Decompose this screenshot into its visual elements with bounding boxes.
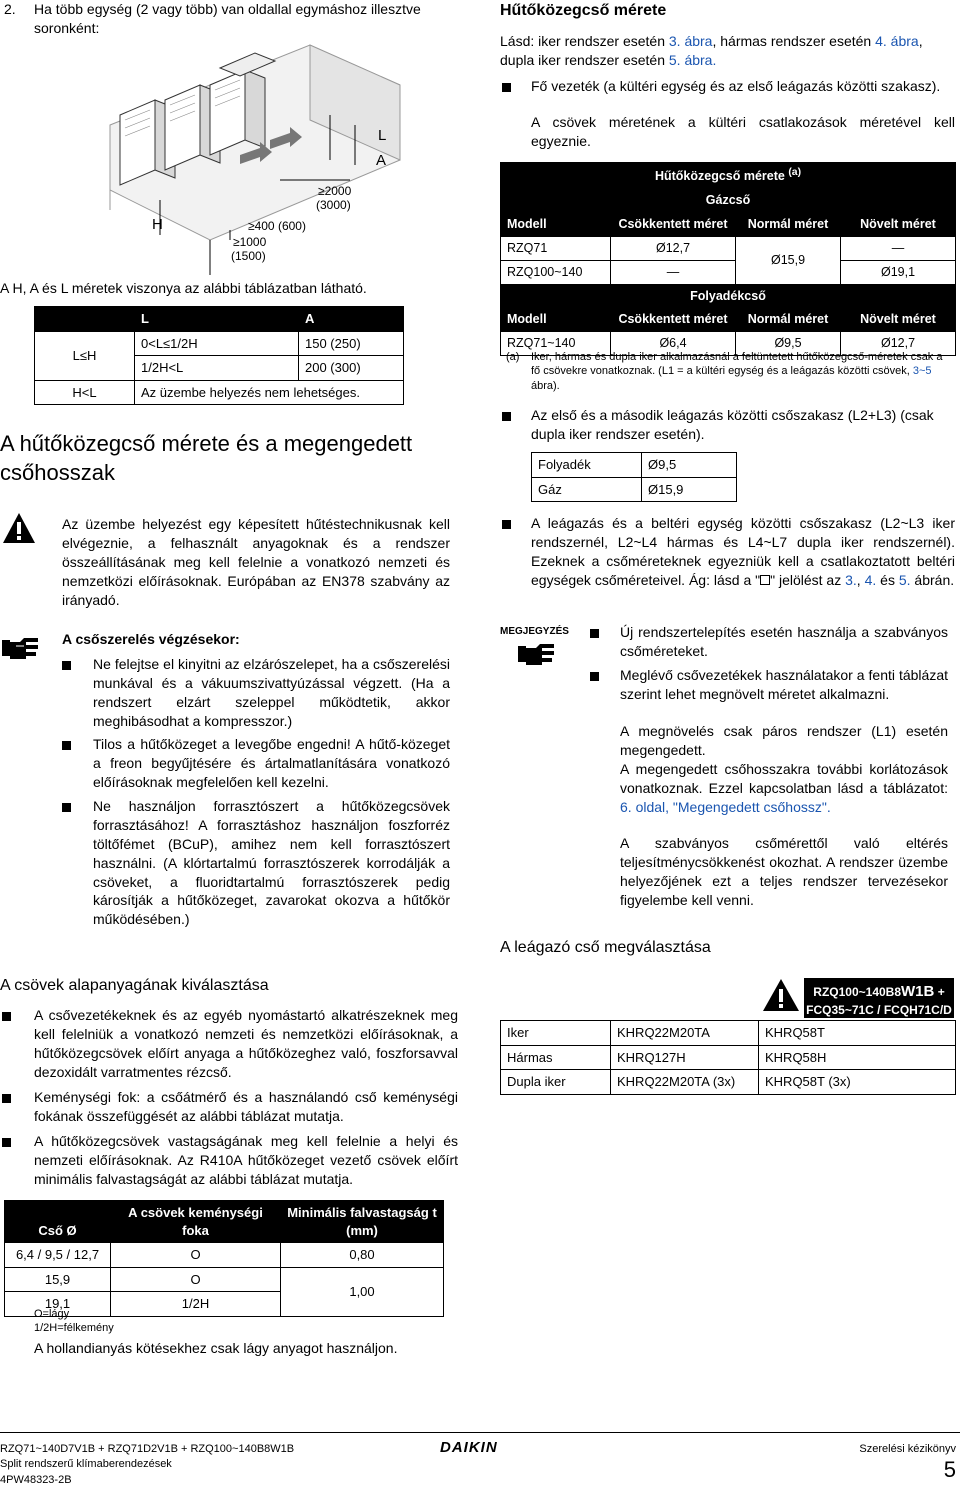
- branch-text: ,: [856, 571, 865, 588]
- footnote-text: ábra).: [531, 379, 560, 392]
- bullet: [590, 672, 599, 681]
- figure-4-link[interactable]: 4.: [864, 571, 877, 588]
- branch-indoor-text: [531, 514, 955, 590]
- model-box-line2: FCQ35~71C / FCQH71C/D: [806, 1003, 952, 1018]
- size-col-header: Modell: [501, 212, 611, 236]
- model-text: +: [934, 985, 945, 999]
- material-item: A csővezetékeknek és az egyéb nyomástartó alkatrészeknek meg kell felelniük a vonatkozó nemzeti és nemzetközi előírásoknak, a hűtőközegcsövek előírt anyaga a hűtőközeghez való, foszforsavval dezoxidált varratmentes rézcső.: [34, 1007, 458, 1080]
- see-figures: [500, 32, 955, 70]
- branch-kit-cell: KHRQ58T: [759, 1021, 956, 1046]
- size-footnote: [531, 350, 951, 393]
- dims-cell: Az üzembe helyezés nem lehetséges.: [135, 380, 404, 405]
- branch-marker-icon: [760, 575, 770, 585]
- footnote-marker: (a): [788, 167, 802, 178]
- see-text: , dupla iker rendszer esetén: [500, 33, 923, 68]
- brazing-item: Tilos a hűtőközeget a levegőbe engedni! A hűtő-közeget a freon begyűjtésére és ártalmatlanítására vonatkozó előírásoknak megfelelően kell kezelni.: [93, 736, 450, 790]
- footer-manual: Szerelési kézikönyv: [859, 1443, 956, 1455]
- branch-kit-cell: KHRQ127H: [611, 1045, 759, 1070]
- branch-kit-cell: KHRQ22M20TA (3x): [611, 1070, 759, 1095]
- brazing-item: Ne felejtse el kinyitni az elzárószelepet, ha a csőszerelési munkával és a vákuumszivattyúzással végzett. (Ha a rendszert elzárt szeleppel működtetik, akkor meghibásodhat a kompresszor.): [93, 656, 450, 729]
- wall-thickness-table: [4, 1200, 444, 1317]
- wall-cell: 1/2H: [111, 1292, 281, 1317]
- size-title: Hűtőközegcső mérete: [500, 2, 667, 19]
- page-number: 5: [943, 1457, 956, 1482]
- branch-kit-cell: KHRQ58H: [759, 1045, 956, 1070]
- size-cell: RZQ100~140: [501, 260, 611, 284]
- section-title: A hűtőközegcső mérete és a megengedett csőhosszak: [0, 431, 413, 485]
- wall-header: Cső Ø: [5, 1201, 111, 1243]
- note-item: Új rendszertelepítés esetén használja a szabványos csőméreteket.: [620, 624, 948, 659]
- gas-header: Gázcső: [501, 189, 956, 213]
- footer-doc-code: 4PW48323-2B: [0, 1473, 72, 1485]
- note-item: A szabványos csőmérettől való eltérés teljesítménycsökkenést okozhat. A rendszer üzembe helyezőjének ezt a teljes rendszer tervezésekor figyelembe kell venni.: [620, 835, 948, 908]
- bullet: [62, 661, 71, 670]
- branch12-cell: Folyadék: [532, 453, 642, 478]
- warning-icon: [762, 978, 800, 1012]
- wall-cell: 19,1: [5, 1292, 111, 1317]
- wall-legend: 1/2H=félkemény: [34, 1322, 114, 1334]
- bullet: [590, 629, 599, 638]
- wall-cell: 1,00: [281, 1267, 444, 1316]
- branch-text: és: [876, 571, 899, 588]
- wall-header: Minimális falvastagság t (mm): [281, 1201, 444, 1243]
- warning-icon: [2, 512, 36, 544]
- dim-1000: ≥1000: [233, 235, 267, 249]
- footer-rule: [0, 1432, 960, 1433]
- branch12-cell: Ø15,9: [642, 477, 737, 502]
- size-cell: Ø6,4: [611, 332, 736, 356]
- size-cell: —: [841, 236, 956, 260]
- dims-row-label: L≤H: [35, 331, 135, 380]
- note-text: A megengedett csőhosszakra további korlátozások vonatkoznak. Ezzel kapcsolatban lásd a táblázatot:: [620, 761, 948, 796]
- branch-kit-cell: KHRQ22M20TA: [611, 1021, 759, 1046]
- footnote-label: (a): [506, 351, 520, 363]
- dim-400: ≥400 (600): [248, 219, 306, 233]
- dims-header-empty: [35, 307, 135, 332]
- dims-cell: 1/2H<L: [135, 356, 299, 381]
- size-cell: Ø12,7: [611, 236, 736, 260]
- bullet: [62, 741, 71, 750]
- size-table-title-text: Hűtőközegcső mérete: [654, 169, 785, 184]
- diagram-label-a: A: [376, 152, 387, 169]
- pipe-size-table: [500, 162, 956, 356]
- note-item: [620, 760, 948, 817]
- size-col-header: Modell: [501, 308, 611, 332]
- bullet: [502, 83, 511, 92]
- figure-4-link[interactable]: 4. ábra: [875, 33, 919, 49]
- size-table-title: [501, 163, 956, 189]
- brazing-item: Ne használjon forrasztószert a hűtőközegcsövek forrasztásához! A forrasztáshoz használjon foszforréz töltőfémet (BCuP), amihez nem kell forrasztószert használni. (A klórtartalmú forrasztószerek korrodálják a csöveket, a fluoridtartalmú forrasztószerek pedig károsítják a hűtőközeget, zavarokat okozva a hűtőkör működésében.): [93, 798, 450, 928]
- dims-row-label: H<L: [35, 380, 135, 405]
- size-col-header: Csökkentett méret: [611, 308, 736, 332]
- item-text: Ha több egység (2 vagy több) van oldallal egymáshoz illesztve soronként:: [34, 1, 421, 36]
- branch-kit-cell: Iker: [501, 1021, 611, 1046]
- dims-table: [34, 306, 404, 405]
- note-item: Meglévő csővezetékek használatakor a fenti táblázat szerint lehet megnövelt méretet alkalmazni.: [620, 667, 948, 702]
- dims-cell: 0<L≤1/2H: [135, 331, 299, 356]
- flare-note: A hollandianyás kötésekhez csak lágy anyagot használjon.: [34, 1340, 398, 1356]
- branch-kit-cell: KHRQ58T (3x): [759, 1070, 956, 1095]
- brand-logo: DAIKIN: [440, 1439, 498, 1456]
- see-text: , hármas rendszer esetén: [712, 33, 876, 49]
- note-item: A megnövelés csak páros rendszer (L1) esetén megengedett.: [620, 723, 948, 758]
- material-title: A csövek alapanyagának kiválasztása: [0, 977, 269, 994]
- dims-header-a: A: [299, 307, 404, 332]
- pointing-hand-icon: [518, 640, 558, 668]
- model-text: W1B: [901, 983, 935, 1000]
- dims-cell: 200 (300): [299, 356, 404, 381]
- see-text: Lásd: iker rendszer esetén: [500, 33, 669, 49]
- dims-cell: 150 (250): [299, 331, 404, 356]
- size-col-header: Növelt méret: [841, 308, 956, 332]
- figure-3-link[interactable]: 3.: [845, 571, 857, 588]
- main-pipe-text-2: A csövek méretének a kültéri csatlakozások méretével kell egyeznie.: [531, 114, 955, 149]
- wall-legend: O=lágy: [34, 1308, 70, 1320]
- wall-cell: 15,9: [5, 1267, 111, 1292]
- liquid-header: Folyadékcső: [501, 284, 956, 308]
- size-cell: RZQ71~140: [501, 332, 611, 356]
- wall-cell: 0,80: [281, 1243, 444, 1268]
- wall-cell: O: [111, 1267, 281, 1292]
- item-number: 2.: [4, 1, 16, 17]
- wall-cell: 6,4 / 9,5 / 12,7: [5, 1243, 111, 1268]
- size-cell: Ø9,5: [736, 332, 841, 356]
- size-col-header: Csökkentett méret: [611, 212, 736, 236]
- main-pipe-text: Fő vezeték (a kültéri egység és az első leágazás közötti szakasz).: [531, 78, 941, 94]
- branch-kit-table: [500, 1020, 956, 1095]
- branch-text: A leágazás és a beltéri egység közötti csőszakasz (L2~L3 iker rendszernél, L2~L4 hármas és L4~L7 dupla iker rendszernél). Ezeknek a csőméreteknek egyezniük kell a csatlakoztatott beltéri egységek csőméreteivel. Ág: lásd a ": [531, 515, 955, 588]
- bullet: [62, 803, 71, 812]
- warning-text: Az üzembe helyezést egy képesített hűtéstechnikusnak kell elvégeznie, a felhasznált anyagoknak és a rendszer összeállításának meg kell felelnie a vonatkozó nemzeti és nemzetközi előírásoknak. Európában az EN378 szabvány az irányadó.: [62, 516, 450, 608]
- footer-subtitle: Split rendszerű klímaberendezések: [0, 1458, 172, 1471]
- branch-text: " jelölést az: [770, 571, 846, 588]
- model-box-line1: [804, 982, 954, 1002]
- footer-left: [0, 1442, 294, 1485]
- size-cell: Ø12,7: [841, 332, 956, 356]
- material-item: Keménységi fok: a csőátmérő és a használandó cső keménységi fokának összefüggését az alábbi táblázat mutatja.: [34, 1089, 458, 1124]
- bullet: [2, 1012, 11, 1021]
- allowed-length-link[interactable]: 6. oldal, "Megengedett csőhossz".: [620, 798, 831, 815]
- dims-header-l: L: [135, 307, 299, 332]
- diagram-label-l: L: [378, 127, 387, 144]
- bullet: [2, 1138, 11, 1147]
- pointing-hand-icon: [2, 634, 42, 662]
- dim-2000-alt: (3000): [316, 198, 351, 212]
- figure-5-link[interactable]: 5. ábra.: [668, 51, 717, 68]
- wall-cell: O: [111, 1243, 281, 1268]
- branch12-cell: Gáz: [532, 477, 642, 502]
- figure-3-link[interactable]: 3. ábra: [668, 33, 713, 49]
- model-text: RZQ100~140B8: [813, 985, 902, 999]
- note-label: MEGJEGYZÉS: [500, 626, 569, 637]
- branch-kit-cell: Hármas: [501, 1045, 611, 1070]
- size-cell: RZQ71: [501, 236, 611, 260]
- branch-select-title: A leágazó cső megválasztása: [500, 939, 711, 956]
- branch-kit-cell: Dupla iker: [501, 1070, 611, 1095]
- size-col-header: Normál méret: [736, 212, 841, 236]
- branch12-cell: Ø9,5: [642, 453, 737, 478]
- diagram-label-h: H: [152, 216, 163, 233]
- branch-text: ábrán.: [910, 571, 955, 588]
- brazing-title: A csőszerelés végzésekor:: [62, 631, 240, 647]
- material-item: A hűtőközegcsövek vastagságának meg kell felelnie a helyi és nemzeti előírásoknak. Az R410A hűtőközeget vezető csövek előírt minimális falvastagságát az alábbi táblázat mutatja.: [34, 1133, 458, 1187]
- size-cell: Ø19,1: [841, 260, 956, 284]
- bullet: [502, 520, 511, 529]
- size-cell: —: [611, 260, 736, 284]
- branch12-text: Az első és a második leágazás közötti csőszakasz (L2+L3) (csak dupla iker rendszer esetén).: [531, 407, 934, 442]
- figure-range-link[interactable]: 3~5: [912, 365, 932, 378]
- dims-note: A H, A és L méretek viszonya az alábbi táblázatban látható.: [0, 280, 367, 296]
- dim-1000-alt: (1500): [231, 249, 266, 263]
- footnote-text: Iker, hármas és dupla iker alkalmazásnál a feltüntetett hűtőközegcső-méretek csak a fő csövekre vonatkoznak. (L1 = a kültéri egység és a leágazás közötti csövek,: [531, 351, 943, 378]
- size-col-header: Normál méret: [736, 308, 841, 332]
- wall-header: A csövek keménységi foka: [111, 1201, 281, 1243]
- dim-2000: ≥2000: [318, 184, 352, 198]
- size-cell: Ø15,9: [736, 236, 841, 284]
- size-col-header: Növelt méret: [841, 212, 956, 236]
- footer-models: RZQ71~140D7V1B + RZQ71D2V1B + RZQ100~140B8W1B: [0, 1443, 295, 1455]
- bullet: [502, 412, 511, 421]
- model-box: [804, 978, 954, 1018]
- bullet: [2, 1094, 11, 1103]
- figure-5-link[interactable]: 5.: [898, 571, 911, 588]
- branch12-table: [531, 452, 737, 502]
